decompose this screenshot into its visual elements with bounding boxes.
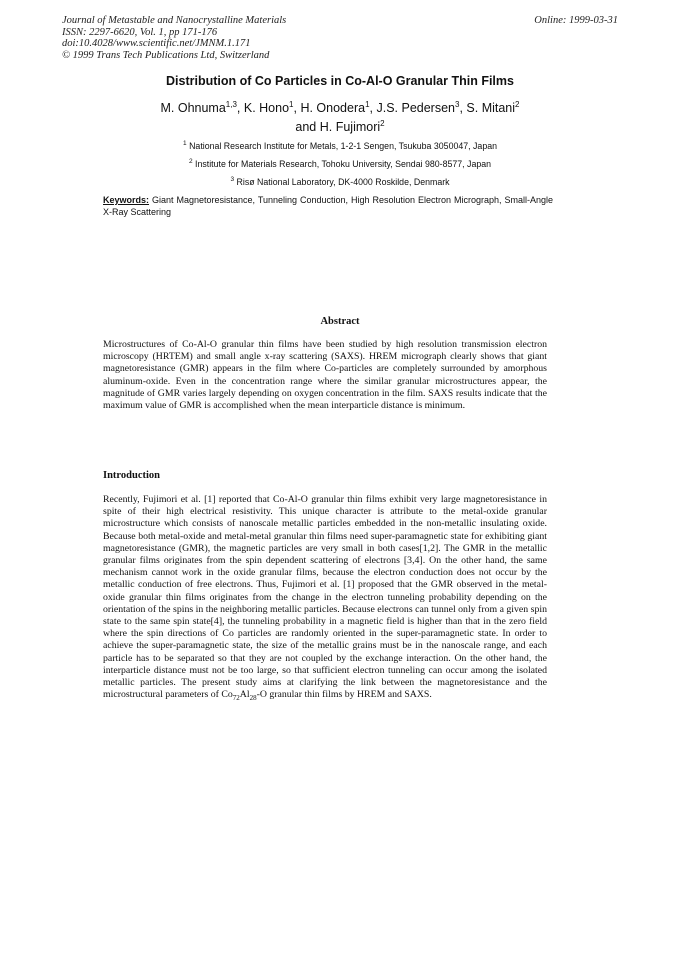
author-line-2: and H. Fujimori$^2$ bbox=[295, 119, 385, 135]
affiliation: $^1$ National Research Institute for Metals, 1-2-1 Sengen, Tsukuba 3050047, Japan bbox=[183, 140, 497, 151]
author: K. Hono$^1$ bbox=[243, 100, 294, 116]
author: H. Fujimori$^2$ bbox=[319, 119, 385, 135]
affiliation: $^3$ Risø National Laboratory, DK-4000 Roskilde, Denmark bbox=[230, 175, 450, 187]
journal-doi[interactable]: doi:10.4028/www.scientific.net/JMNM.1.171 bbox=[62, 38, 251, 49]
introduction-heading: Introduction bbox=[103, 470, 160, 481]
online-date: Online: 1999-03-31 bbox=[534, 15, 618, 26]
author: S. Mitani$^2$ bbox=[466, 100, 520, 116]
abstract-text: Microstructures of Co-Al-O granular thin films have been studied by high resolution transmission electron microscopy (HRTEM) and small angle x-ray scattering (SAXS). HREM micrograph clearly shows that giant magnetoresistance (GMR) appears in the film where Co-particles are completely surrounded by amorphous aluminum-oxide. Even in the concentration range where the similar granular microstructures appear, the magnitude of GMR varies largely depending on oxygen concentration in the film. SAXS results indicate that the maximum value of GMR is accomplished when the mean interparticle distance is minimum. bbox=[103, 339, 547, 412]
abstract-heading: Abstract bbox=[320, 316, 360, 327]
paper-title: Distribution of Co Particles in Co-Al-O Granular Thin Films bbox=[166, 74, 514, 88]
journal-header bbox=[62, 15, 618, 61]
keywords-text: Giant Magnetoresistance, Tunneling Conduction, High Resolution Electron Micrograph, Small-Angle X-Ray Scattering bbox=[103, 195, 553, 217]
affiliation-list bbox=[62, 136, 618, 190]
journal-issn: ISSN: 2297-6620, Vol. 1, pp 171-176 bbox=[62, 26, 218, 38]
journal-copyright: © 1999 Trans Tech Publications Ltd, Switzerland bbox=[62, 49, 270, 61]
keywords bbox=[103, 194, 553, 218]
author: H. Onodera$^1$ bbox=[300, 100, 370, 116]
author: M. Ohnuma$^{1,3}$ bbox=[160, 100, 237, 116]
author-line-1: M. Ohnuma$^{1,3}$, K. Hono$^1$, H. Onodera$^1$, J.S. Pedersen$^3$, S. Mitani$^2$ bbox=[160, 100, 520, 116]
introduction-text: Recently, Fujimori et al. [1] reported that Co-Al-O granular thin films exhibit very large magnetoresistance in spite of their high electrical resistivity. This unique character is attribute to the metal-oxide granular microstructure which consists of nanoscale metallic particles embedded in the non-metallic insulating oxide. Because both metal-oxide and metal-metal granular thin films need super-paramagnetic state for exhibiting giant magnetoresistance (GMR), the magnetic particles are very small in both cases[1,2]. The GMR in the metallic granular films originates from the spin dependent scattering of electrons [3,4]. On the other hand, the same mechanism cannot work in the oxide granular films, because the electron conduction does not occur by the metallic conduction of free electrons. Thus, Fujimori et al. [1] proposed that the GMR observed in the metal-oxide granular thin films originates from the change in the electron tunneling probability depending on the orientation of the spins in the neighboring metallic particles. Because electrons can tunnel only from a given spin state to the same spin state[4], the tunneling probability in a magnetic field is higher than that in the zero field where the spin directions of Co particles are randomly oriented in the super-paramagnetic state. In order to achieve the super-paramagnetic state, the size of the metallic grains must be in the nanoscale range, and each particle has to be separated so that they are not coupled by the exchange interaction. On the other hand, the interparticle distance must not be too large, so that sufficient electron tunneling can occur among the isolated metallic particles. The present study aims at clarifying the link between the magnetoresistance and the microstructural parameters of $Co_{72}Al_{28}-O$ granular thin films by HREM and SAXS. bbox=[103, 494, 547, 703]
keywords-label: Keywords: bbox=[103, 195, 150, 205]
author-list bbox=[62, 97, 618, 135]
affiliation: $^2$ Institute for Materials Research, Tohoku University, Sendai 980-8577, Japan bbox=[188, 157, 492, 169]
author: J.S. Pedersen$^3$ bbox=[376, 100, 460, 116]
journal-name: Journal of Metastable and Nanocrystalline Materials bbox=[62, 15, 287, 26]
